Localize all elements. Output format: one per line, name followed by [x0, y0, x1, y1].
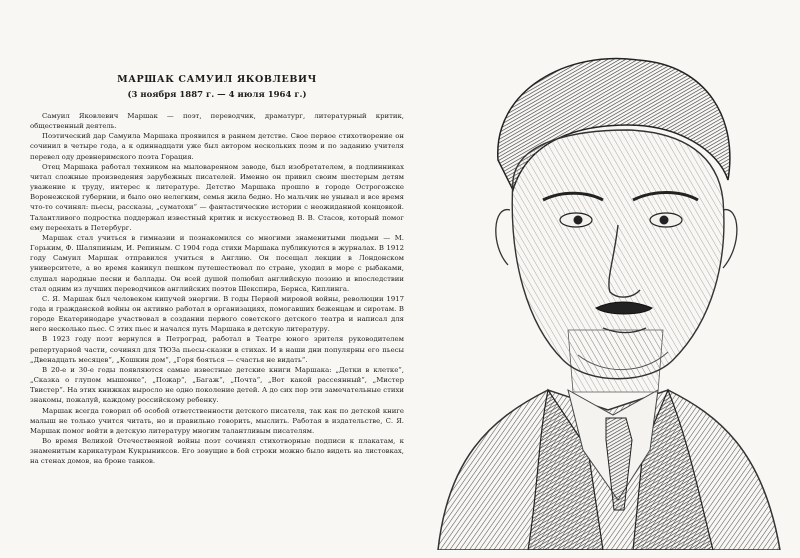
paragraph-3: Отец Маршака работал техником на мыловаренном заводе, был изобретателем, в подлинниках читал сложные произведения зарубежных писателей. Именно он привил своим шестерым детям уважение к труду, интерес к литературе. Детство Маршака прошло в городе Острогожске Воронежской губернии, и было оно нелегким, семья жила бедно. Но мальчик не унывал и все время что-то сочинял: пьесы, рассказы, „суматохи“ — фантастические истории с неожиданной концовкой. Талантливого подростка поддержал известный критик и искусствовед В. В. Стасов, который помог ему переехать в Петербург.	[30, 162, 404, 232]
paragraph-2: Поэтический дар Самуила Маршака проявился в раннем детстве. Свое первое стихотворение он сочинил в четыре года, а к одиннадцати уже был автором нескольких поэм и по заданию учителя перевел оду древнеримского поэта Горация.	[30, 132, 404, 161]
paragraph-8: Маршак всегда говорил об особой ответственности детского писателя, так как по детской книге малыш не только учится читать, но и правильно говорить, мыслить. Работая в издательстве, С. Я. Маршак помог войти в детскую литературу многим талантливым писателям.	[30, 406, 404, 435]
paragraph-6: В 1923 году поэт вернулся в Петроград, работал в Театре юного зрителя руководителем репертуарной части, сочинял для ТЮЗа пьесы-сказки в стихах. И в наши дни популярны его пьесы „Двенадцать месяцев“, „Кошкин дом“, „Горя бояться — счастья не видать“.	[30, 335, 404, 364]
life-dates: (3 ноября 1887 г. — 4 июля 1964 г.)	[127, 90, 307, 100]
paragraph-4: Маршак стал учиться в гимназии и познакомился со многими знаменитыми людьми — М. Горьким, Ф. Шаляпиным, И. Репиным. С 1904 года стихи Маршака публикуются в журналах. В 1912 году Самуил Маршак отправился учиться в Англию. Он посещал лекции в Лондонском университете, а во время каникул пешком путешествовал по стране, уходил в море с рыбаками, слушал народные песни и баллады. Он всей душой полюбил английскую поэзию и впоследствии стал одним из лучших переводчиков английских поэтов Шекспира, Бернса, Киплинга.	[30, 233, 404, 293]
portrait-sketch-icon	[418, 30, 786, 550]
paragraph-7: В 20-е и 30-е годы появляются самые известные детские книги Маршака: „Детки в клетке“, „Сказка о глупом мышонке“, „Пожар“, „Багаж“, „Почта“, „Вот какой рассеянный“, „Мистер Твистер“. На этих книжках выросло не одно поколение детей. А до сих пор эти замечательные стихи знакомы, пожалуй, каждому российскому ребенку.	[30, 365, 404, 405]
article-title: МАРШАК САМУИЛ ЯКОВЛЕВИЧ	[117, 74, 317, 85]
article-column	[30, 74, 404, 466]
paragraph-1: Самуил Яковлевич Маршак — поэт, переводчик, драматург, литературный критик, общественный деятель.	[30, 112, 404, 131]
paragraph-9: Во время Великой Отечественной войны поэт сочинял стихотворные подписи к плакатам, к знаменитым карикатурам Кукрыниксов. Его зовущие в бой строки можно было видеть на листовках, на стенах домов, на броне танков.	[30, 437, 404, 466]
paragraph-5: С. Я. Маршак был человеком кипучей энергии. В годы Первой мировой войны, революции 1917 года и гражданской войны он активно работал в организациях, помогавших беженцам и сиротам. В городе Екатеринодаре участвовал в создании первого советского детского театра и написал для него несколько пьес. С этих пьес и начался путь Маршака в детскую литературу.	[30, 294, 404, 334]
